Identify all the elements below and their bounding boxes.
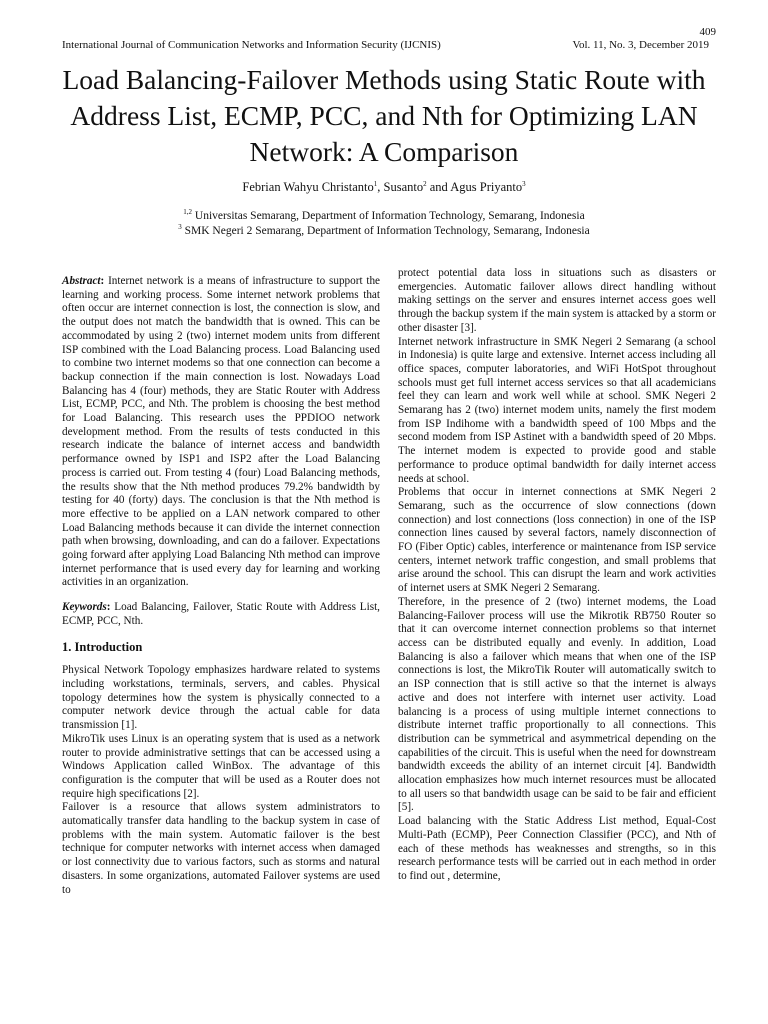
- paragraph: Physical Network Topology emphasizes hardware related to systems including workstations, terminals, servers, and cables. Physical topology determines how the system is physically connected to a computer network device through the actual cable for data transmission [1].: [62, 664, 380, 732]
- abstract: [62, 275, 380, 590]
- author-name: , Susanto: [377, 180, 424, 194]
- affiliation-mark: 3: [178, 223, 182, 232]
- right-column: [398, 267, 716, 884]
- keywords-label: Keywords: [62, 601, 107, 614]
- paragraph: Therefore, in the presence of 2 (two) internet modems, the Load Balancing-Failover process will use the Mikrotik RB750 Router so that it can overcome internet connection problems so that internet access can be distributed equally and evenly. In addition, Load Balancing is also a failover which means that when one of the ISP connections is lost, the MikroTik Router will automatically switch to an ISP connection that is still active so that the internet is always active and does not interfere with internet user activity. Load balancing is a process of using multiple internet connections to distribute internet traffic proportionally to all connections. This distribution can be symmetrical and asymmetrical depending on the capabilities of the circuit. This is useful when the need for downstream bandwidth exceeds the ability of an internet circuit [4]. Bandwidth allocation emphasizes how much internet resources must be allocated to all users so that bandwidth usage can be said to be fair and efficient [5].: [398, 595, 716, 814]
- keywords-text: Load Balancing, Failover, Static Route with Address List, ECMP, PCC, Nth.: [62, 601, 380, 627]
- author-affiliation-mark: 1: [373, 179, 378, 188]
- abstract-label: Abstract: [62, 275, 101, 287]
- author-name: and Agus Priyanto: [426, 180, 523, 194]
- affiliation-2: [40, 225, 728, 237]
- affiliation-1: [40, 210, 728, 222]
- author-name: Febrian Wahyu Christanto: [242, 180, 374, 194]
- affiliation-text: SMK Negeri 2 Semarang, Department of Information Technology, Semarang, Indonesia: [181, 225, 590, 237]
- author-affiliation-mark: 3: [522, 179, 526, 188]
- paragraph: Load balancing with the Static Address List method, Equal-Cost Multi-Path (ECMP), Peer Connection Classifier (PCC), and Nth of each of these methods has weaknesses and strengths, so in this research performance tests will be carried out in each method in order to find out , determine,: [398, 815, 716, 882]
- paper-title: Load Balancing-Failover Methods using Static Route with Address List, ECMP, PCC, and Nth for Optimizing LAN Network: A Comparison: [62, 64, 706, 167]
- paragraph: MikroTik uses Linux is an operating system that is used as a network router to provide administrative settings that can be accessed using a Windows Application called WinBox. The advantage of this configuration is the computer that will be used as a Router does not require high specifications [2].: [62, 732, 380, 800]
- author-affiliation-mark: 2: [423, 179, 427, 188]
- paragraph: Problems that occur in internet connections at SMK Negeri 2 Semarang, such as the occurrence of slow connections (down connection) and lost connections (loss connection) in one of the ISP connection lines caused by several factors, namely disconnection of FO (Fiber Optic) cables, interference or maintenance from ISP service centers, internet network traffic congestion, and small problems that arise around the school. This can disrupt the learn and work activities of internet users at SMK Negeri 2 Semarang.: [398, 486, 716, 595]
- journal-volume: Vol. 11, No. 3, December 2019: [572, 39, 709, 51]
- keywords-separator: :: [106, 601, 115, 614]
- abstract-text: Internet network is a means of infrastructure to support the learning and working process. Some internet network problems that often occur are internet connection is lost, the connection is slow, and the output does not match the bandwidth that is owned. This can be accommodated by using 2 (two) internet modem units from different ISP combined with the Load Balancing process. Load Balancing used to combine two internet modems so that one connection can become a backup connection if the main connection is lost. Nowadays Load Balancing has 4 (four) methods, they are Static Router with Address List, ECMP, PCC, and Nth. The problem is choosing the best method for Load Balancing. This research uses the PPDIOO network development method. From the results of tests conducted in this research indicate the balance of internet access and bandwidth performance owned by ISP1 and ISP2 after the Load Balancing process is carried out. From testing 4 (four) Load Balancing methods, the results show that the Nth method produces 79.2% bandwidth by testing for 40 (forty) days. The conclusion is that the Nth method is more effective to be applied on a LAN network compared to other Load Balancing methods because it can divide the internet connection path when browsing, downloading, and can do a failover. Expectations going forward after applying Load Balancing Nth method can improve internet performance that is used every day for learning and working activities in an organization.: [62, 275, 381, 589]
- section-heading: 1. Introduction: [62, 639, 143, 654]
- affiliation-text: Universitas Semarang, Department of Information Technology, Semarang, Indonesia: [192, 210, 585, 222]
- affiliation-mark: 1,2: [183, 208, 193, 217]
- abstract-separator: :: [100, 275, 109, 287]
- journal-name: International Journal of Communication Networks and Information Security (IJCNIS): [62, 39, 441, 51]
- keywords: [62, 601, 380, 628]
- paragraph: protect potential data loss in situations such as disasters or emergencies. Automatic failover allows direct handling without making settings on the server and ensures internet access goes well through the backup system if the main system is attacked by a storm or other disaster [3].: [398, 267, 716, 334]
- author-list: [40, 180, 728, 195]
- page-number: 409: [699, 26, 716, 38]
- paragraph: Internet network infrastructure in SMK Negeri 2 Semarang (a school in Indonesia) is quite large and extensive. Internet access including all office spaces, computer laboratories, and WiFi HotSpot throughout schools must get full internet access services so that all academicians feel they can learn and work well while at school. SMK Negeri 2 Semarang has 2 (two) internet modem units, namely the first modem from ISP Indihome with a bandwidth speed of 100 Mbps and the second modem from ISP Astinet with a bandwidth speed of 20 Mbps. The internet modem is expected to provide good and stable performance to produce optimal bandwidth for daily internet access needs at school.: [398, 335, 716, 485]
- left-column: [62, 275, 380, 897]
- paragraph: Failover is a resource that allows system administrators to automatically transfer data handling to the backup system in case of problems with the main system. Automatic failover is the best technique for computer networks with internet access when damaged or lost connectivity due to various factors, such as storms and natural disasters. In some organizations, automated Failover systems are used to: [62, 801, 380, 896]
